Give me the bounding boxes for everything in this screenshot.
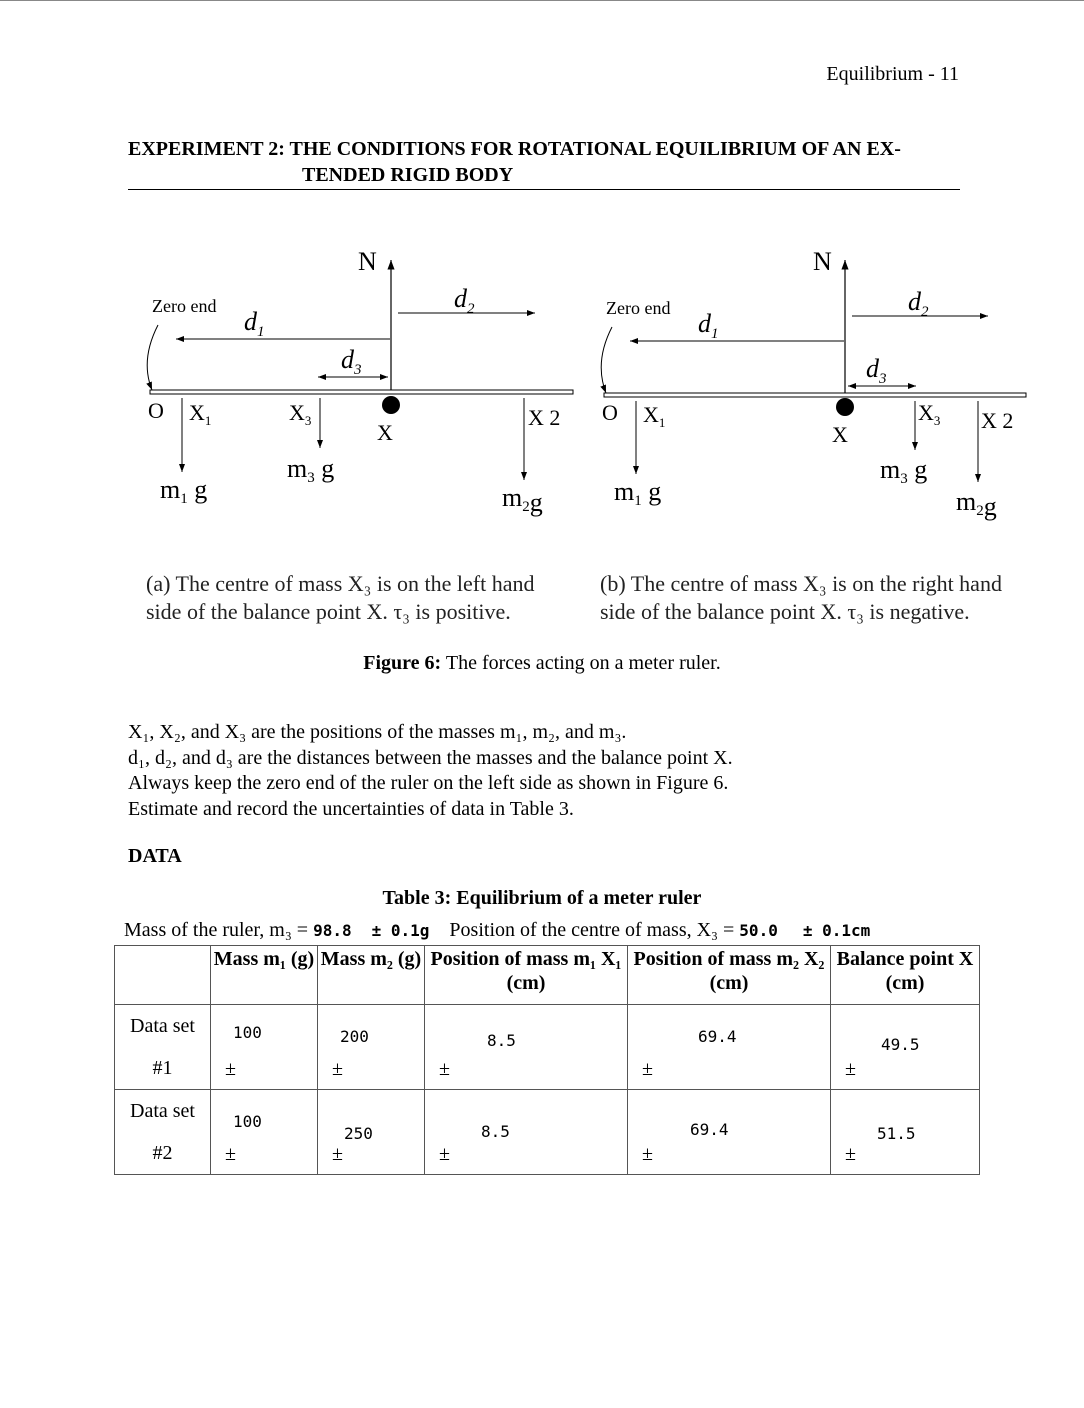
- svg-text:X3: $X_3$: [289, 400, 312, 428]
- header-balance-point: Balance point X (cm): [831, 946, 980, 1005]
- equilibrium-table: [114, 945, 980, 1175]
- svg-text:Zero end: Zero end: [152, 296, 217, 316]
- svg-text:X1: $X_1$: [189, 400, 212, 428]
- table-row: [115, 1005, 980, 1090]
- svg-text:X: X: [377, 420, 393, 445]
- cell-m2[interactable]: 250 ±: [318, 1090, 425, 1175]
- top-rule: [0, 0, 1084, 1]
- svg-text:X: X: [832, 422, 848, 447]
- data-heading: DATA: [128, 845, 182, 867]
- cell-m1[interactable]: 100 ±: [211, 1005, 318, 1090]
- svg-text:X 2: X 2: [981, 408, 1014, 433]
- figure-label: Figure 6:: [363, 652, 442, 674]
- header-mass-m1: Mass m₁ (g): [211, 946, 318, 1005]
- cell-m1[interactable]: 100 ±: [211, 1090, 318, 1175]
- svg-text:m1 g: m1 g: [614, 477, 662, 509]
- header-position-m2: Position of mass m₂ X₂ (cm): [628, 946, 831, 1005]
- svg-text:m2g: m2g: [956, 487, 997, 521]
- diagram-a: [147, 247, 573, 517]
- svg-text:m2g: m2g: [502, 483, 543, 517]
- forces-diagram: [0, 230, 1084, 530]
- experiment-title: [128, 136, 960, 190]
- table-header-row: [115, 946, 980, 1005]
- figure-caption-text: The forces acting on a meter ruler.: [445, 652, 721, 674]
- com-value: 50.0: [739, 921, 778, 940]
- description-paragraph: [128, 720, 733, 822]
- cell-balance[interactable]: 49.5 ±: [831, 1005, 980, 1090]
- svg-text:d3: $d_3$: [341, 345, 362, 378]
- svg-text:X1: $X_1$: [643, 402, 666, 430]
- page-header: Equilibrium - 11: [826, 63, 959, 85]
- svg-text:m1 g: m1 g: [160, 475, 208, 507]
- figure-caption: [0, 652, 1084, 675]
- svg-text:d3: $d_3$: [866, 354, 887, 387]
- table-row: [115, 1090, 980, 1175]
- svg-text:d1: $d_1$: [698, 309, 719, 342]
- svg-text:d2: $d_2$: [454, 284, 475, 317]
- cell-x1[interactable]: 8.5 ±: [425, 1005, 628, 1090]
- caption-b: (b) The centre of mass X₃ is on the right hand side of the balance point X. τ₃ is negative.: [600, 571, 1002, 624]
- cell-x2[interactable]: 69.4 ±: [628, 1005, 831, 1090]
- para-line2: d₁, d₂, and d₃ are the distances between the masses and the balance point X.: [128, 746, 733, 769]
- row-label: Data set #1: [115, 1005, 211, 1090]
- diagram-b: [601, 247, 1026, 521]
- ruler-mass-line: [124, 919, 870, 942]
- svg-text:d1: $d_1$: [244, 307, 265, 340]
- svg-text:m3 g: m3 g: [880, 455, 928, 487]
- experiment-title-line1: EXPERIMENT 2: THE CONDITIONS FOR ROTATIONAL EQUILIBRIUM OF AN EX-: [128, 138, 901, 160]
- mass-ruler-value: 98.8: [313, 921, 352, 940]
- com-uncertainty: ± 0.1cm: [802, 921, 871, 940]
- para-line1: X₁, X₂, and X₃ are the positions of the masses m₁, m₂, and m₃.: [128, 721, 627, 743]
- para-line4: Estimate and record the uncertainties of data in Table 3.: [128, 797, 574, 820]
- svg-text:X3: $X_3$: [918, 400, 941, 428]
- svg-text:O: O: [148, 398, 164, 423]
- svg-text:X 2: X 2: [528, 405, 561, 430]
- svg-text:O: O: [602, 400, 618, 425]
- cell-m2[interactable]: 200 ±: [318, 1005, 425, 1090]
- row-label: Data set #2: [115, 1090, 211, 1175]
- header-mass-m2: Mass m₂ (g): [318, 946, 425, 1005]
- svg-text:Zero end: Zero end: [606, 298, 671, 318]
- caption-a: (a) The centre of mass X₃ is on the left hand side of the balance point X. τ₃ is positive.: [146, 571, 535, 624]
- header-position-m1: Position of mass m₁ X₁ (cm): [425, 946, 628, 1005]
- table-title: Table 3: Equilibrium of a meter ruler: [382, 887, 702, 909]
- cell-x2[interactable]: 69.4 ±: [628, 1090, 831, 1175]
- normal-force-label: N: [813, 247, 832, 276]
- mass-ruler-label: Mass of the ruler, m₃ =: [124, 919, 309, 941]
- cell-x1[interactable]: 8.5 ±: [425, 1090, 628, 1175]
- mass-ruler-uncertainty: ± 0.1g: [371, 921, 430, 940]
- com-label: Position of the centre of mass, X₃ =: [449, 919, 735, 941]
- para-line3: Always keep the zero end of the ruler on the left side as shown in Figure 6.: [128, 772, 729, 794]
- cell-balance[interactable]: 51.5 ±: [831, 1090, 980, 1175]
- experiment-title-line2: TENDED RIGID BODY: [302, 164, 514, 186]
- svg-text:d2: $d_2$: [908, 287, 929, 320]
- svg-text:m3 g: m3 g: [287, 454, 335, 486]
- normal-force-label: N: [358, 247, 377, 276]
- header-empty: [115, 946, 211, 1005]
